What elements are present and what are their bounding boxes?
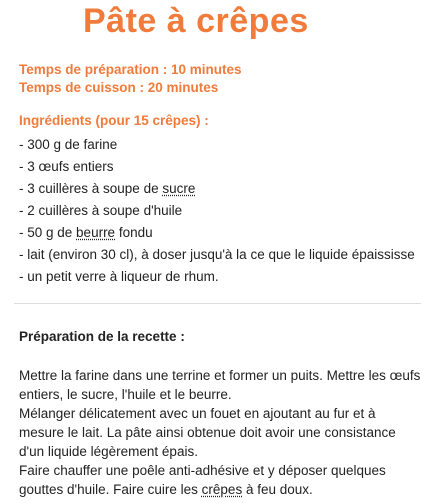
preparation-text <box>19 366 424 499</box>
preparation-text-part: Faire chauffer une poêle anti-adhésive et y déposer quelques gouttes d'huile. Faire cuire les <box>19 463 386 497</box>
ingredient-item <box>19 222 415 244</box>
ingredient-text: - 300 g de farine <box>19 137 118 152</box>
preparation-paragraph: Mettre la farine dans une terrine et former un puits. Mettre les œufs entiers, le sucre, l'huile et le beurre. <box>19 368 421 402</box>
preparation-heading: Préparation de la recette : <box>19 329 185 344</box>
ingredient-text: fondu <box>115 225 153 240</box>
beurre-link[interactable]: beurre <box>76 225 116 240</box>
ingredients-heading: Ingrédients (pour 15 crêpes) : <box>19 113 209 128</box>
times-block <box>19 61 242 97</box>
section-divider <box>14 303 421 304</box>
preparation-paragraph: Mélanger délicatement avec un fouet en ajoutant au fur et à mesure le lait. La pâte ainsi obtenue doit avoir une consistance d'un liquide légèrement épais. <box>19 406 396 459</box>
ingredient-item <box>19 156 415 178</box>
ingredient-text: - 3 cuillères à soupe de <box>19 181 163 196</box>
preparation-paragraph <box>19 461 424 499</box>
page-title: Pâte à crêpes <box>83 2 309 40</box>
crepes-link[interactable]: crêpes <box>201 482 243 497</box>
cook-time: Temps de cuisson : 20 minutes <box>19 80 219 95</box>
ingredient-text: - 3 œufs entiers <box>19 159 114 174</box>
ingredient-text: - un petit verre à liqueur de rhum. <box>19 269 219 284</box>
preparation-text-part: à feu doux. <box>242 482 313 497</box>
sucre-link[interactable]: sucre <box>162 181 196 196</box>
ingredient-text: - lait (environ 30 cl), à doser jusqu'à la ce que le liquide épaississe <box>19 247 415 262</box>
ingredient-item <box>19 178 415 200</box>
ingredient-item <box>19 200 415 222</box>
ingredient-item <box>19 266 415 288</box>
ingredient-item <box>19 134 415 156</box>
ingredients-section <box>19 112 415 288</box>
prep-time: Temps de préparation : 10 minutes <box>19 62 242 77</box>
ingredient-text: - 2 cuillères à soupe d'huile <box>19 203 183 218</box>
ingredient-item <box>19 244 415 266</box>
ingredient-text: - 50 g de <box>19 225 77 240</box>
